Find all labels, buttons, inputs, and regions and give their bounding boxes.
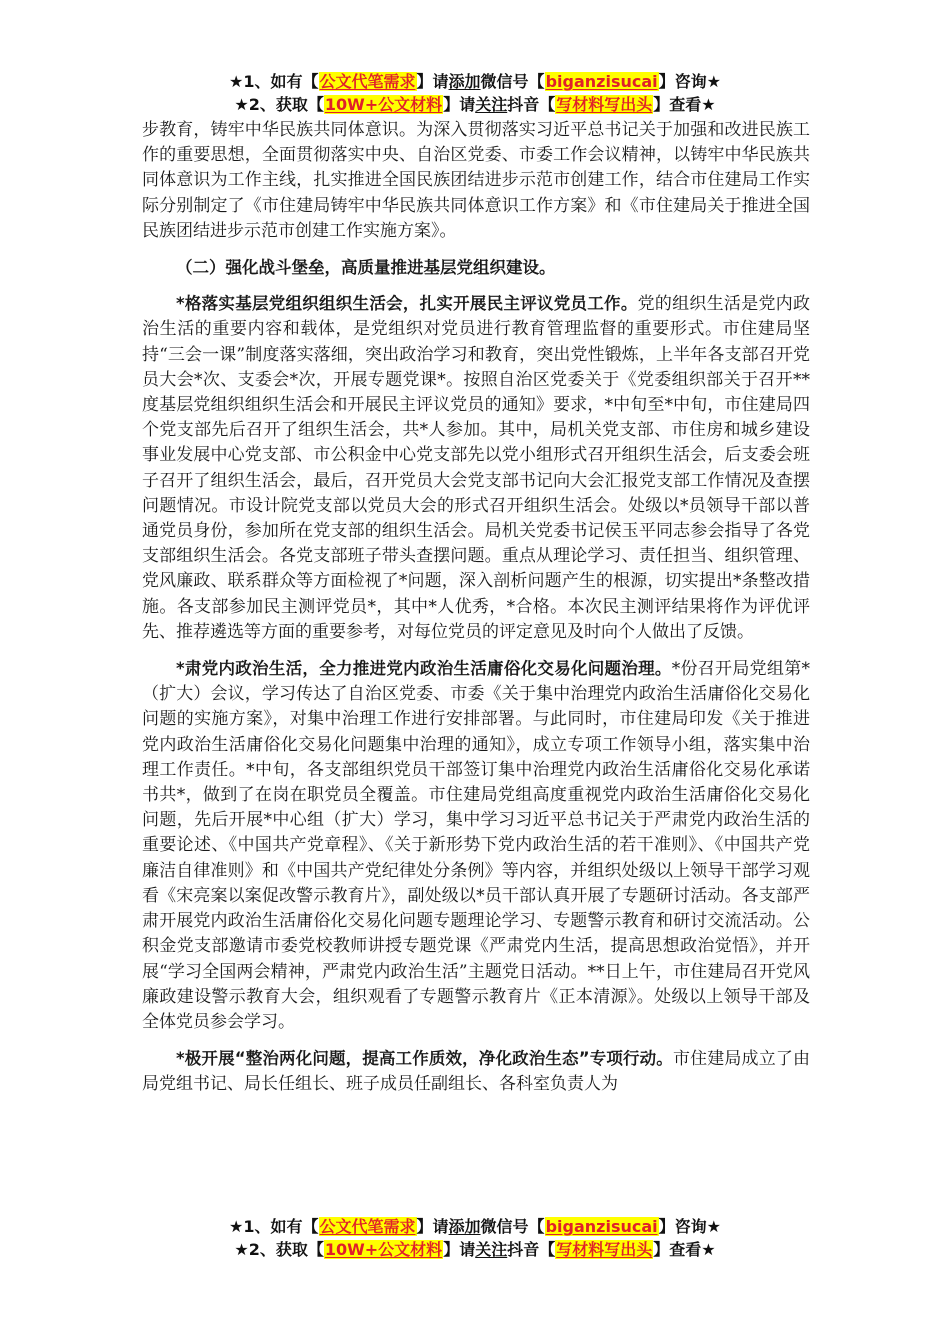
section-heading: （二）强化战斗堡垒，高质量推进基层党组织建设。 xyxy=(176,258,556,278)
paragraph-text: 市住建局成立了由局党组书记、局长任组长、班子成员任副组长、各科室负责人为 xyxy=(142,1049,810,1095)
banner-highlight: 公文代笔需求 xyxy=(319,72,416,91)
banner-text: 】咨询★ xyxy=(658,1217,721,1236)
paragraph-text: 党的组织生活是党内政治生活的重要内容和载体，是党组织对党员进行教育管理监督的重要形式。市住建局坚持“三会一课”制度落实落细，突出政治学习和教育，突出党性锻炼，上半年各支部召开党员大会*次、支委会*次，开展专题党课*。按照自治区党委关于《党委组织部关于召开**度基层党组织组织生活会和开展民主评议党员的通知》要求，*中旬至*中旬，市住建局四个党支部先后召开了组织生活会，共*人参加。其中，局机关党支部、市住房和城乡建设事业发展中心党支部、市公积金中心党支部先以党小组形式召开组织生活会，后支委会班子召开了组织生活会，最后，召开党员大会党支部书记向大会汇报党支部工作情况及查摆问题情况。市设计院党支部以党员大会的形式召开组织生活会。处级以*员领导干部以普通党员身份，参加所在党支部的组织生活会。局机关党委书记侯玉平同志参会指导了各党支部组织生活会。各党支部班子带头查摆问题。重点从理论学习、责任担当、组织管理、党风廉政、联系群众等方面检视了*问题，深入剖析问题产生的根源，切实提出*条整改措施。各支部参加民主测评党员*，其中*人优秀，*合格。本次民主测评结果将作为评优评先、推荐遴选等方面的重要参考，对每位党员的评定意见及时向个人做出了反馈。 xyxy=(142,294,810,642)
paragraph-lead: *肃党内政治生活，全力推进党内政治生活庸俗化交易化问题治理。 xyxy=(176,659,672,679)
banner-text: 】请 xyxy=(416,72,449,91)
banner-text: ★1、如有【 xyxy=(229,1217,319,1236)
header-banner xyxy=(0,70,950,116)
paragraph-continued: 步教育，铸牢中华民族共同体意识。为深入贯彻落实习近平总书记关于加强和改进民族工作的重要思想，全面贯彻落实中央、自治区党委、市委工作会议精神，以铸牢中华民族共同体意识为工作主线，扎实推进全国民族团结进步示范市创建工作，结合市住建局工作实际分别制定了《市住建局铸牢中华民族共同体意识工作方案》和《市住建局关于推进全国民族团结进步示范市创建工作实施方案》。 xyxy=(142,120,810,241)
banner-highlight: biganzisucai xyxy=(545,72,658,91)
banner-text: 】查看★ xyxy=(653,95,716,114)
footer-banner xyxy=(0,1215,950,1261)
paragraph xyxy=(142,1046,810,1097)
banner-underlined-text: 添加 xyxy=(448,72,481,91)
paragraph-lead: *极开展“整治两化问题，提高工作质效，净化政治生态”专项行动。 xyxy=(176,1049,673,1069)
banner-text: 抖音【 xyxy=(507,1240,556,1259)
banner-text: 】咨询★ xyxy=(658,72,721,91)
banner-text: ★1、如有【 xyxy=(229,72,319,91)
banner-text: ★2、获取【 xyxy=(234,1240,324,1259)
banner-underlined-text: 关注 xyxy=(475,1240,508,1259)
paragraph-lead: *格落实基层党组织组织生活会，扎实开展民主评议党员工作。 xyxy=(176,294,638,314)
banner-highlight: 公文代笔需求 xyxy=(319,1217,416,1236)
document-body xyxy=(142,118,810,1098)
banner-text: 】请 xyxy=(443,95,476,114)
paragraph xyxy=(142,656,810,1035)
banner-highlight: 写材料写出头 xyxy=(556,1240,653,1259)
banner-highlight: biganzisucai xyxy=(545,1217,658,1236)
banner-text: 微信号【 xyxy=(480,1217,545,1236)
paragraph xyxy=(142,291,810,645)
banner-highlight: 10W+公文材料 xyxy=(324,95,443,114)
banner-highlight: 写材料写出头 xyxy=(556,95,653,114)
banner-underlined-text: 添加 xyxy=(448,1217,481,1236)
banner-text: 微信号【 xyxy=(480,72,545,91)
banner-text: 】请 xyxy=(443,1240,476,1259)
banner-line-1 xyxy=(0,70,950,93)
banner-text: 】请 xyxy=(416,1217,449,1236)
banner-text: ★2、获取【 xyxy=(234,95,324,114)
banner-text: 】查看★ xyxy=(653,1240,716,1259)
banner-line-1 xyxy=(0,1215,950,1238)
banner-line-2 xyxy=(0,1238,950,1261)
paragraph-text: *份召开局党组第*（扩大）会议，学习传达了自治区党委、市委《关于集中治理党内政治生活庸俗化交易化问题的实施方案》，对集中治理工作进行安排部署。与此同时，市住建局印发《关于推进党内政治生活庸俗化交易化问题集中治理的通知》，成立专项工作领导小组，落实集中治理工作责任。*中旬，各支部组织党员干部签订集中治理党内政治生活庸俗化交易化承诺书共*，做到了在岗在职党员全覆盖。市住建局党组高度重视党内政治生活庸俗化交易化问题，先后开展*中心组（扩大）学习，集中学习习近平总书记关于严肃党内政治生活的重要论述、《中国共产党章程》、《关于新形势下党内政治生活的若干准则》、《中国共产党廉洁自律准则》和《中国共产党纪律处分条例》等内容，并组织处级以上领导干部学习观看《宋亮案以案促改警示教育片》，副处级以*员干部认真开展了专题研讨活动。各支部严肃开展党内政治生活庸俗化交易化问题专题理论学习、专题警示教育和研讨交流活动。公积金党支部邀请市委党校教师讲授专题党课《严肃党内生活，提高思想政治觉悟》，并开展“学习全国两会精神，严肃党内政治生活”主题党日活动。**日上午，市住建局召开党风廉政建设警示教育大会，组织观看了专题警示教育片《正本清源》。处级以上领导干部及全体党员参会学习。 xyxy=(142,659,810,1032)
banner-line-2 xyxy=(0,93,950,116)
banner-text: 抖音【 xyxy=(507,95,556,114)
banner-highlight: 10W+公文材料 xyxy=(324,1240,443,1259)
banner-underlined-text: 关注 xyxy=(475,95,508,114)
